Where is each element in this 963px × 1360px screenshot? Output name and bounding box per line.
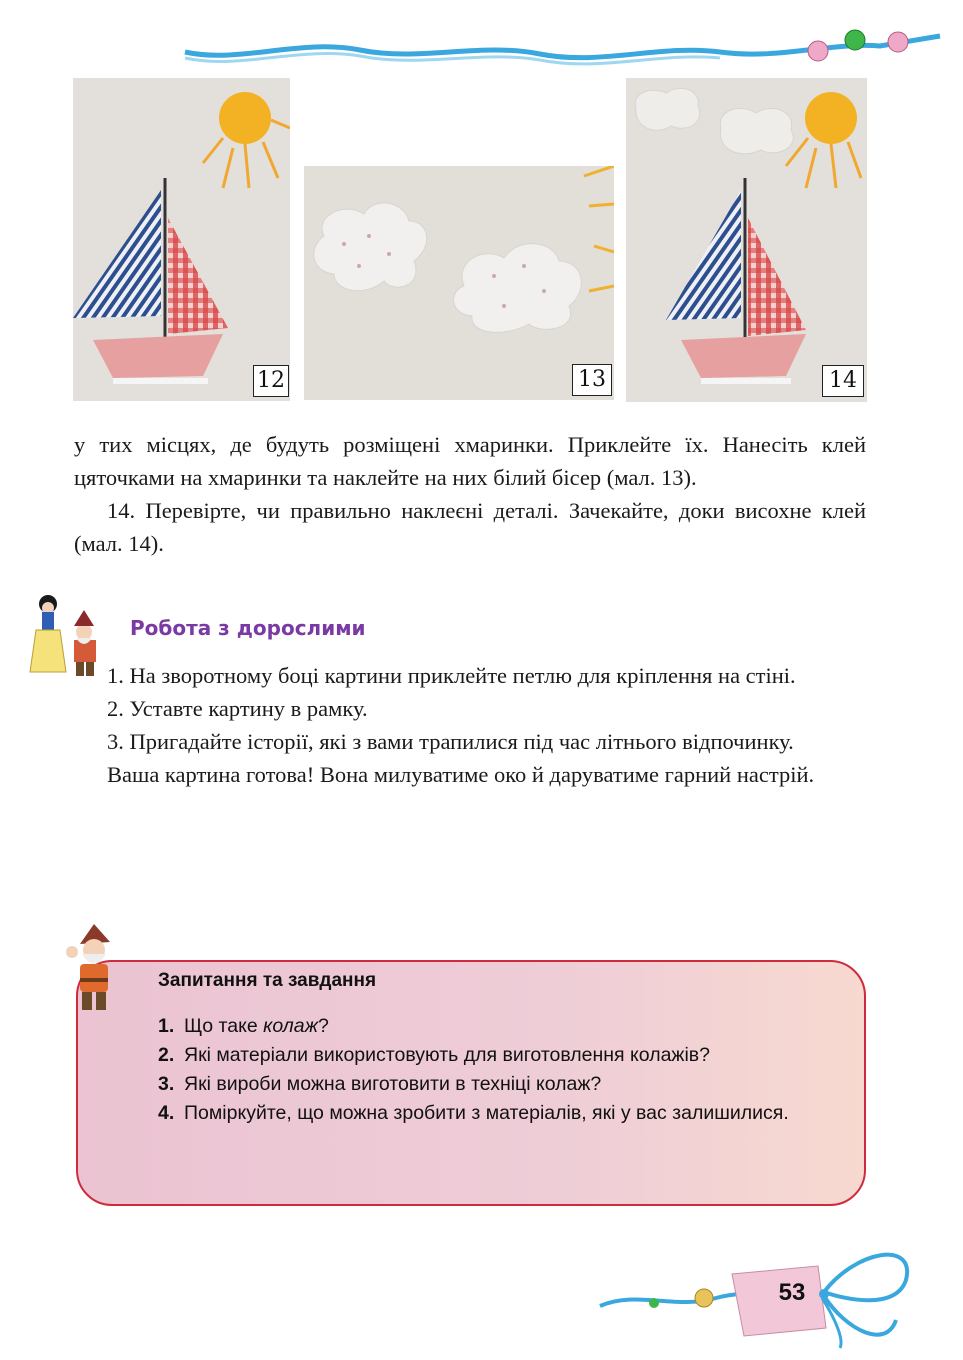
question-item bbox=[158, 1012, 798, 1041]
section-title: Робота з дорослими bbox=[130, 616, 366, 640]
questions-title: Запитання та завдання bbox=[158, 970, 377, 991]
question-item bbox=[158, 1099, 798, 1128]
figure-number: 12 bbox=[253, 365, 289, 397]
figure-13-photo bbox=[304, 166, 614, 400]
ribbon-decoration bbox=[180, 24, 950, 74]
question-item bbox=[158, 1041, 798, 1070]
questions-list bbox=[158, 1012, 798, 1128]
figure-14-photo bbox=[626, 78, 867, 402]
question-number: 1. bbox=[158, 1015, 175, 1037]
paragraph: у тих місцях, де будуть розміщені хмаринки. Приклейте їх. Нанесіть клей цяточками на хмаринки та наклейте на них білий бісер (мал. 13). bbox=[74, 432, 866, 490]
instructions-text bbox=[74, 428, 866, 560]
question-term: колаж bbox=[263, 1015, 319, 1037]
questions-box bbox=[76, 960, 866, 1206]
step: 1. На зворотному боці картини приклейте петлю для кріплення на стіні. bbox=[107, 663, 796, 688]
question-text: Які вироби можна виготовити в техніці колаж? bbox=[184, 1073, 602, 1095]
paragraph: 14. Перевірте, чи правильно наклеєні деталі. Зачекайте, доки висохне клей (мал. 14). bbox=[74, 498, 866, 556]
figure-12-photo bbox=[73, 78, 290, 401]
question-item bbox=[158, 1070, 798, 1099]
question-number: 2. bbox=[158, 1044, 175, 1066]
question-text: Що таке bbox=[184, 1015, 264, 1037]
question-text-end: ? bbox=[318, 1015, 329, 1037]
question-text: Поміркуйте, що можна зробити з матеріалів, які у вас залишилися. bbox=[184, 1102, 789, 1124]
question-text: Які матеріали використовують для виготовлення колажів? bbox=[184, 1044, 710, 1066]
question-number: 4. bbox=[158, 1102, 175, 1124]
figure-number: 13 bbox=[572, 364, 612, 396]
figure-number: 14 bbox=[822, 365, 864, 397]
adults-steps bbox=[74, 659, 866, 791]
ribbon-bow-decoration bbox=[596, 1240, 936, 1350]
closing-paragraph: Ваша картина готова! Вона милуватиме око й даруватиме гарний настрій. bbox=[107, 762, 815, 787]
step: 2. Уставте картину в рамку. bbox=[107, 696, 368, 721]
page-number: 53 bbox=[778, 1279, 806, 1306]
dwarf-icon bbox=[58, 922, 130, 1018]
question-number: 3. bbox=[158, 1073, 175, 1095]
step: 3. Пригадайте історії, які з вами трапилися під час літнього відпочинку. bbox=[107, 729, 794, 754]
